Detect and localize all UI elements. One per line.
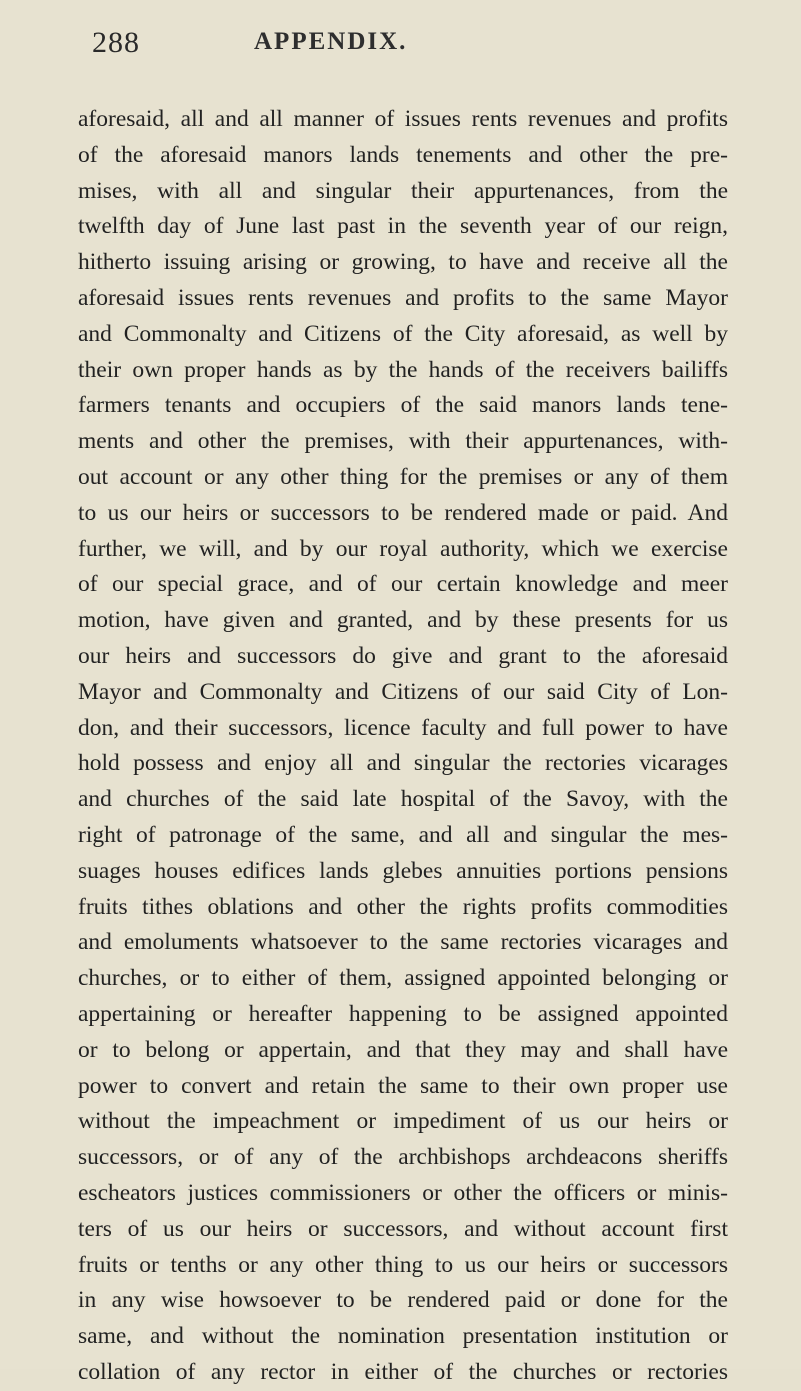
text-line: farmers tenants and occupiers of the said manors lands tene- (78, 392, 728, 419)
text-line: and churches of the said late hospital of the Savoy, with the (78, 786, 728, 813)
text-line: ments and other the premises, with their appurtenances, with- (78, 428, 728, 455)
page-number: 288 (92, 26, 140, 59)
text-line: hitherto issuing arising or growing, to have and receive all the (78, 249, 728, 276)
text-line: power to convert and retain the same to their own proper use (78, 1072, 728, 1099)
text-line: escheators justices commissioners or other the officers or minis- (78, 1179, 728, 1206)
text-line: in any wise howsoever to be rendered paid or done for the (78, 1287, 728, 1314)
text-line: without the impeachment or impediment of us our heirs or (78, 1108, 728, 1135)
text-line: appertaining or hereafter happening to be assigned appointed (78, 1000, 728, 1027)
text-line: their own proper hands as by the hands of the receivers bailiffs (78, 356, 728, 383)
text-line: aforesaid issues rents revenues and profits to the same Mayor (78, 284, 728, 311)
text-line: same, and without the nomination presentation institution or (78, 1323, 728, 1350)
text-line: fruits tithes oblations and other the rights profits commodities (78, 893, 728, 920)
text-line: out account or any other thing for the premises or any of them (78, 463, 728, 490)
text-line: successors, or of any of the archbishops archdeacons sheriffs (78, 1144, 728, 1171)
text-line: twelfth day of June last past in the seventh year of our reign, (78, 213, 728, 240)
text-line: right of patronage of the same, and all and singular the mes- (78, 821, 728, 848)
text-line: Mayor and Commonalty and Citizens of our said City of Lon- (78, 678, 728, 705)
text-line: further, we will, and by our royal authority, which we exercise (78, 535, 728, 562)
text-line: don, and their successors, licence faculty and full power to have (78, 714, 728, 741)
text-line: of the aforesaid manors lands tenements and other the pre- (78, 141, 728, 168)
text-line: motion, have given and granted, and by these presents for us (78, 607, 728, 634)
text-line: and emoluments whatsoever to the same rectories vicarages and (78, 929, 728, 956)
text-line: to us our heirs or successors to be rendered made or paid. And (78, 499, 728, 526)
text-line: fruits or tenths or any other thing to us our heirs or successors (78, 1251, 728, 1278)
body-text (78, 102, 728, 1391)
text-line: hold possess and enjoy all and singular the rectories vicarages (78, 750, 728, 777)
text-line: collation of any rector in either of the churches or rectories (78, 1358, 728, 1385)
text-line: suages houses edifices lands glebes annuities portions pensions (78, 857, 728, 884)
text-line: aforesaid, all and all manner of issues rents revenues and profits (78, 106, 728, 132)
text-line: mises, with all and singular their appurtenances, from the (78, 177, 728, 204)
text-line: or to belong or appertain, and that they may and shall have (78, 1036, 728, 1063)
text-line: our heirs and successors do give and grant to the aforesaid (78, 642, 728, 669)
text-line: churches, or to either of them, assigned appointed belonging or (78, 965, 728, 992)
running-title: APPENDIX. (254, 28, 408, 55)
text-line: and Commonalty and Citizens of the City aforesaid, as well by (78, 320, 728, 347)
text-line: of our special grace, and of our certain knowledge and meer (78, 571, 728, 598)
running-head (0, 20, 801, 60)
text-line: ters of us our heirs or successors, and without account first (78, 1215, 728, 1242)
